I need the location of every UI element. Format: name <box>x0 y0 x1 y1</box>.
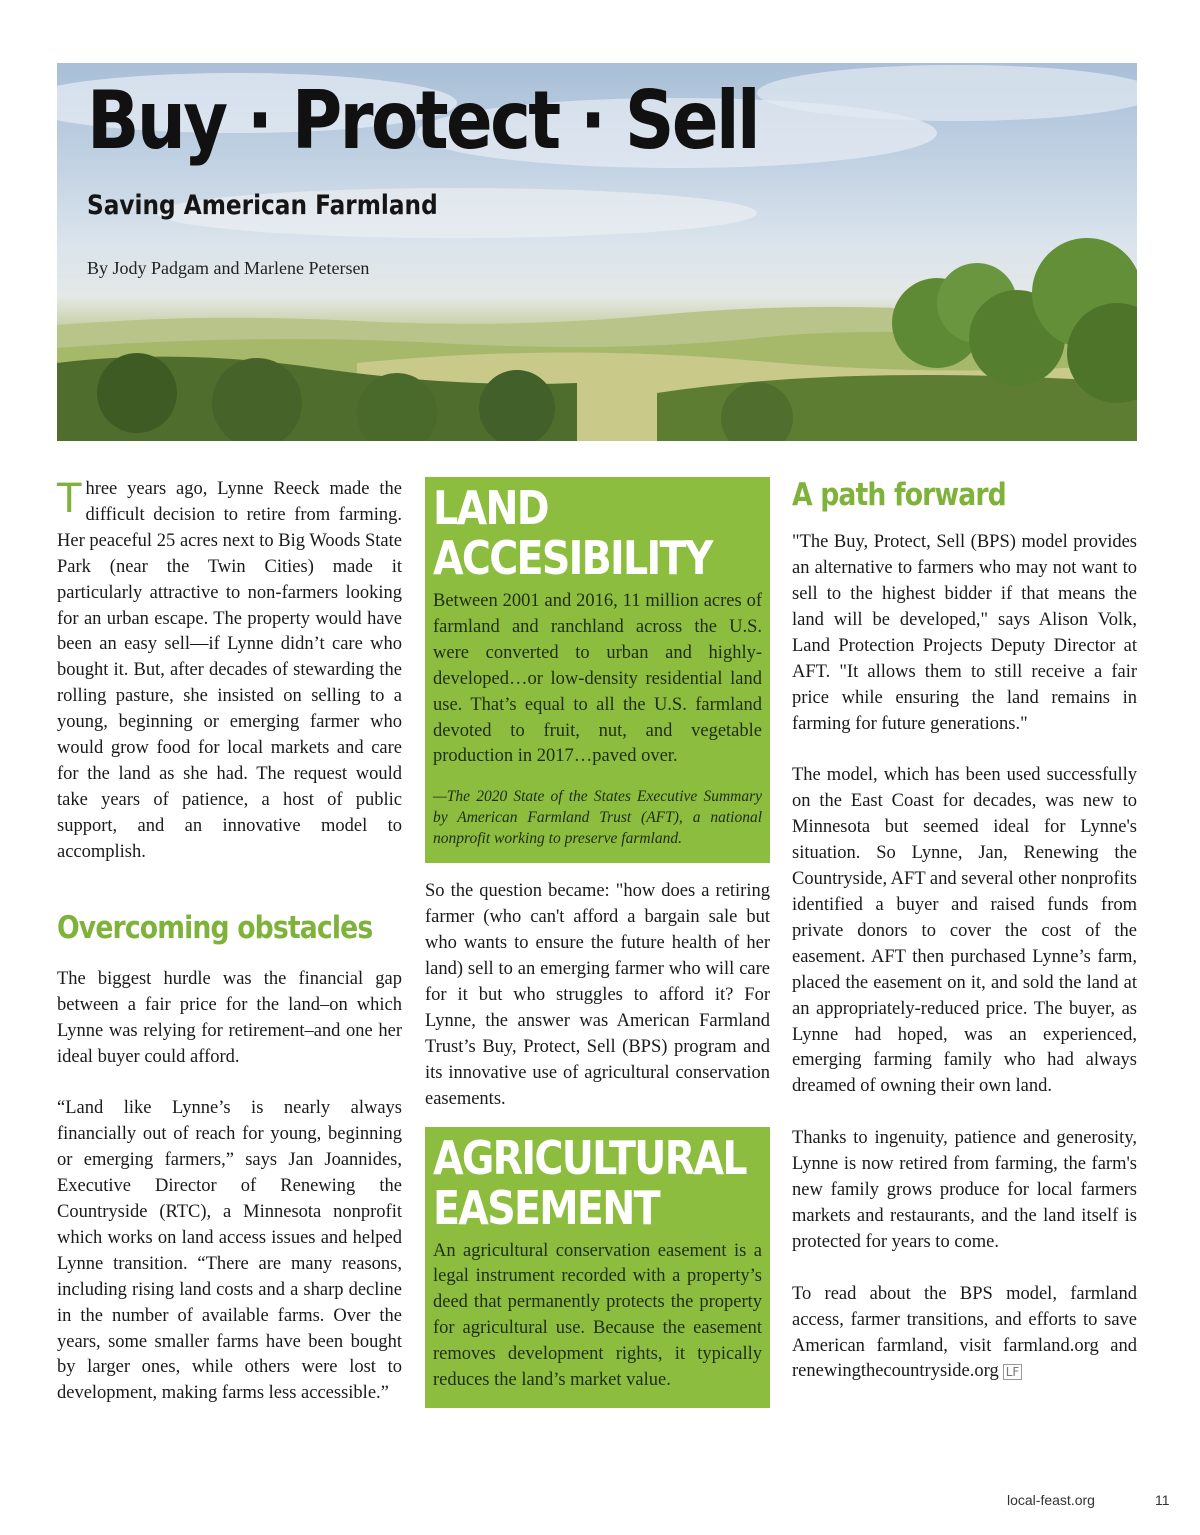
sidebar-agricultural-easement <box>425 1127 770 1408</box>
paragraph-financial-gap: The biggest hurdle was the financial gap between a fair price for the land–on which Lynne was relying for retirement–and one her ideal buyer could afford. <box>57 968 402 1067</box>
read-more-text: To read about the BPS model, farmland access, farmer transitions, and efforts to save American farmland, visit farmland.org and renewingthecountryside.org <box>792 1283 1137 1382</box>
heading-overcoming-obstacles: Overcoming obstacles <box>57 909 373 946</box>
byline: By Jody Padgam and Marlene Petersen <box>87 258 370 278</box>
paragraph-jan-quote: “Land like Lynne’s is nearly always financially out of reach for young, beginning or emerging farmers,” says Jan Joannides, Executive Director of Renewing the Countryside (RTC), a Minnesota nonprofit which works on land access issues and helped Lynne transition. “There are many reasons, including rising land costs and a sharp decline in the number of available farms. Over the years, some smaller farms have been bought by larger ones, while others were lost to development, making farms less accessible.” <box>57 1098 402 1404</box>
intro-paragraph <box>57 477 402 866</box>
end-mark-logo: LF <box>1003 1364 1023 1380</box>
sidebar-body-land-accessibility: Between 2001 and 2016, 11 million acres of farmland and ranchland across the U.S. were converted to urban and highly-developed…or low-density residential land use. That’s equal to all the U.S. farmland devoted to fruit, nut, and vegetable production in 2017…paved over. <box>433 591 762 767</box>
page-number: 11 <box>1155 1492 1170 1508</box>
column-middle <box>425 477 770 1408</box>
paragraph-thanks: Thanks to ingenuity, patience and generosity, Lynne is now retired from farming, the farm's new family grows produce for local farmers markets and restaurants, and the land itself is protected for years to come. <box>792 1128 1137 1252</box>
sidebar-title-agricultural-easement <box>433 1130 746 1235</box>
paragraph-bps-model: "The Buy, Protect, Sell (BPS) model provides an alternative to farmers who may not want to sell to the highest bidder if that means the land will be developed," says Alison Volk, Land Protection Projects Deputy Director at AFT. "It allows them to still receive a fair price while ensuring the land remains in farming for future generations." <box>792 532 1137 734</box>
intro-text: hree years ago, Lynne Reeck made the difficult decision to retire from farming. Her peaceful 25 acres next to Big Woods State Park (near the Twin Cities) made it particularly attractive to non-farmers looking for an urban escape. The property would have been an easy sell—if Lynne didn’t care who bought it. But, after decades of stewarding the rolling pasture, she insisted on selling to a young, beginning or emerging farmer who would grow food for local markets and care for the land as she had. The request would take years of patience, a host of public support, and an innovative model to accomplish. <box>57 479 402 862</box>
heading-a-path-forward: A path forward <box>792 477 1006 513</box>
sidebar-title-line2: ACCESIBILITY <box>433 531 712 585</box>
hero-photo <box>57 63 1137 441</box>
sidebar-title-land-accessibility <box>433 483 716 583</box>
drop-cap: T <box>57 476 82 522</box>
footer-site-url: local-feast.org <box>1007 1492 1095 1508</box>
column-left <box>57 477 402 1407</box>
sidebar-land-accessibility <box>425 477 770 863</box>
paragraph-east-coast: The model, which has been used successfully on the East Coast for decades, was new to Minnesota but seemed ideal for Lynne's situation. So Lynne, Jan, Renewing the Countryside, AFT and several other nonprofits identified a buyer and raised funds from private donors to cover the cost of the easement. AFT then purchased Lynne’s farm, placed the easement on it, and sold the land at an appropriately-reduced price. The buyer, as Lynne had hoped, was an experienced, emerging farming family who had always dreamed of owning their own land. <box>792 765 1137 1097</box>
article-subtitle: Saving American Farmland <box>87 190 438 221</box>
column-right <box>792 477 1137 1385</box>
article-title: Buy · Protect · Sell <box>87 74 758 167</box>
sidebar-title-line2: EASEMENT <box>433 1180 659 1235</box>
sidebar-citation: —The 2020 State of the States Executive Summary by American Farmland Trust (AFT), a national nonprofit working to preserve farmland. <box>433 788 762 848</box>
paragraph-read-more <box>792 1282 1137 1386</box>
paragraph-the-question: So the question became: "how does a retiring farmer (who can't afford a bargain sale but who wants to ensure the future health of her land) sell to an emerging farmer who will care for it but who struggles to afford it? For Lynne, the answer was American Farmland Trust’s Buy, Protect, Sell (BPS) program and its innovative use of agricultural conservation easements. <box>425 881 770 1109</box>
sidebar-title-line1: AGRICULTURAL <box>433 1130 746 1185</box>
sidebar-title-line1: LAND <box>433 481 548 535</box>
sidebar-body-agricultural-easement: An agricultural conservation easement is a legal instrument recorded with a property’s deed that permanently protects the property for agricultural use. Because the easement removes development rights, it typically reduces the land’s market value. <box>433 1240 762 1391</box>
